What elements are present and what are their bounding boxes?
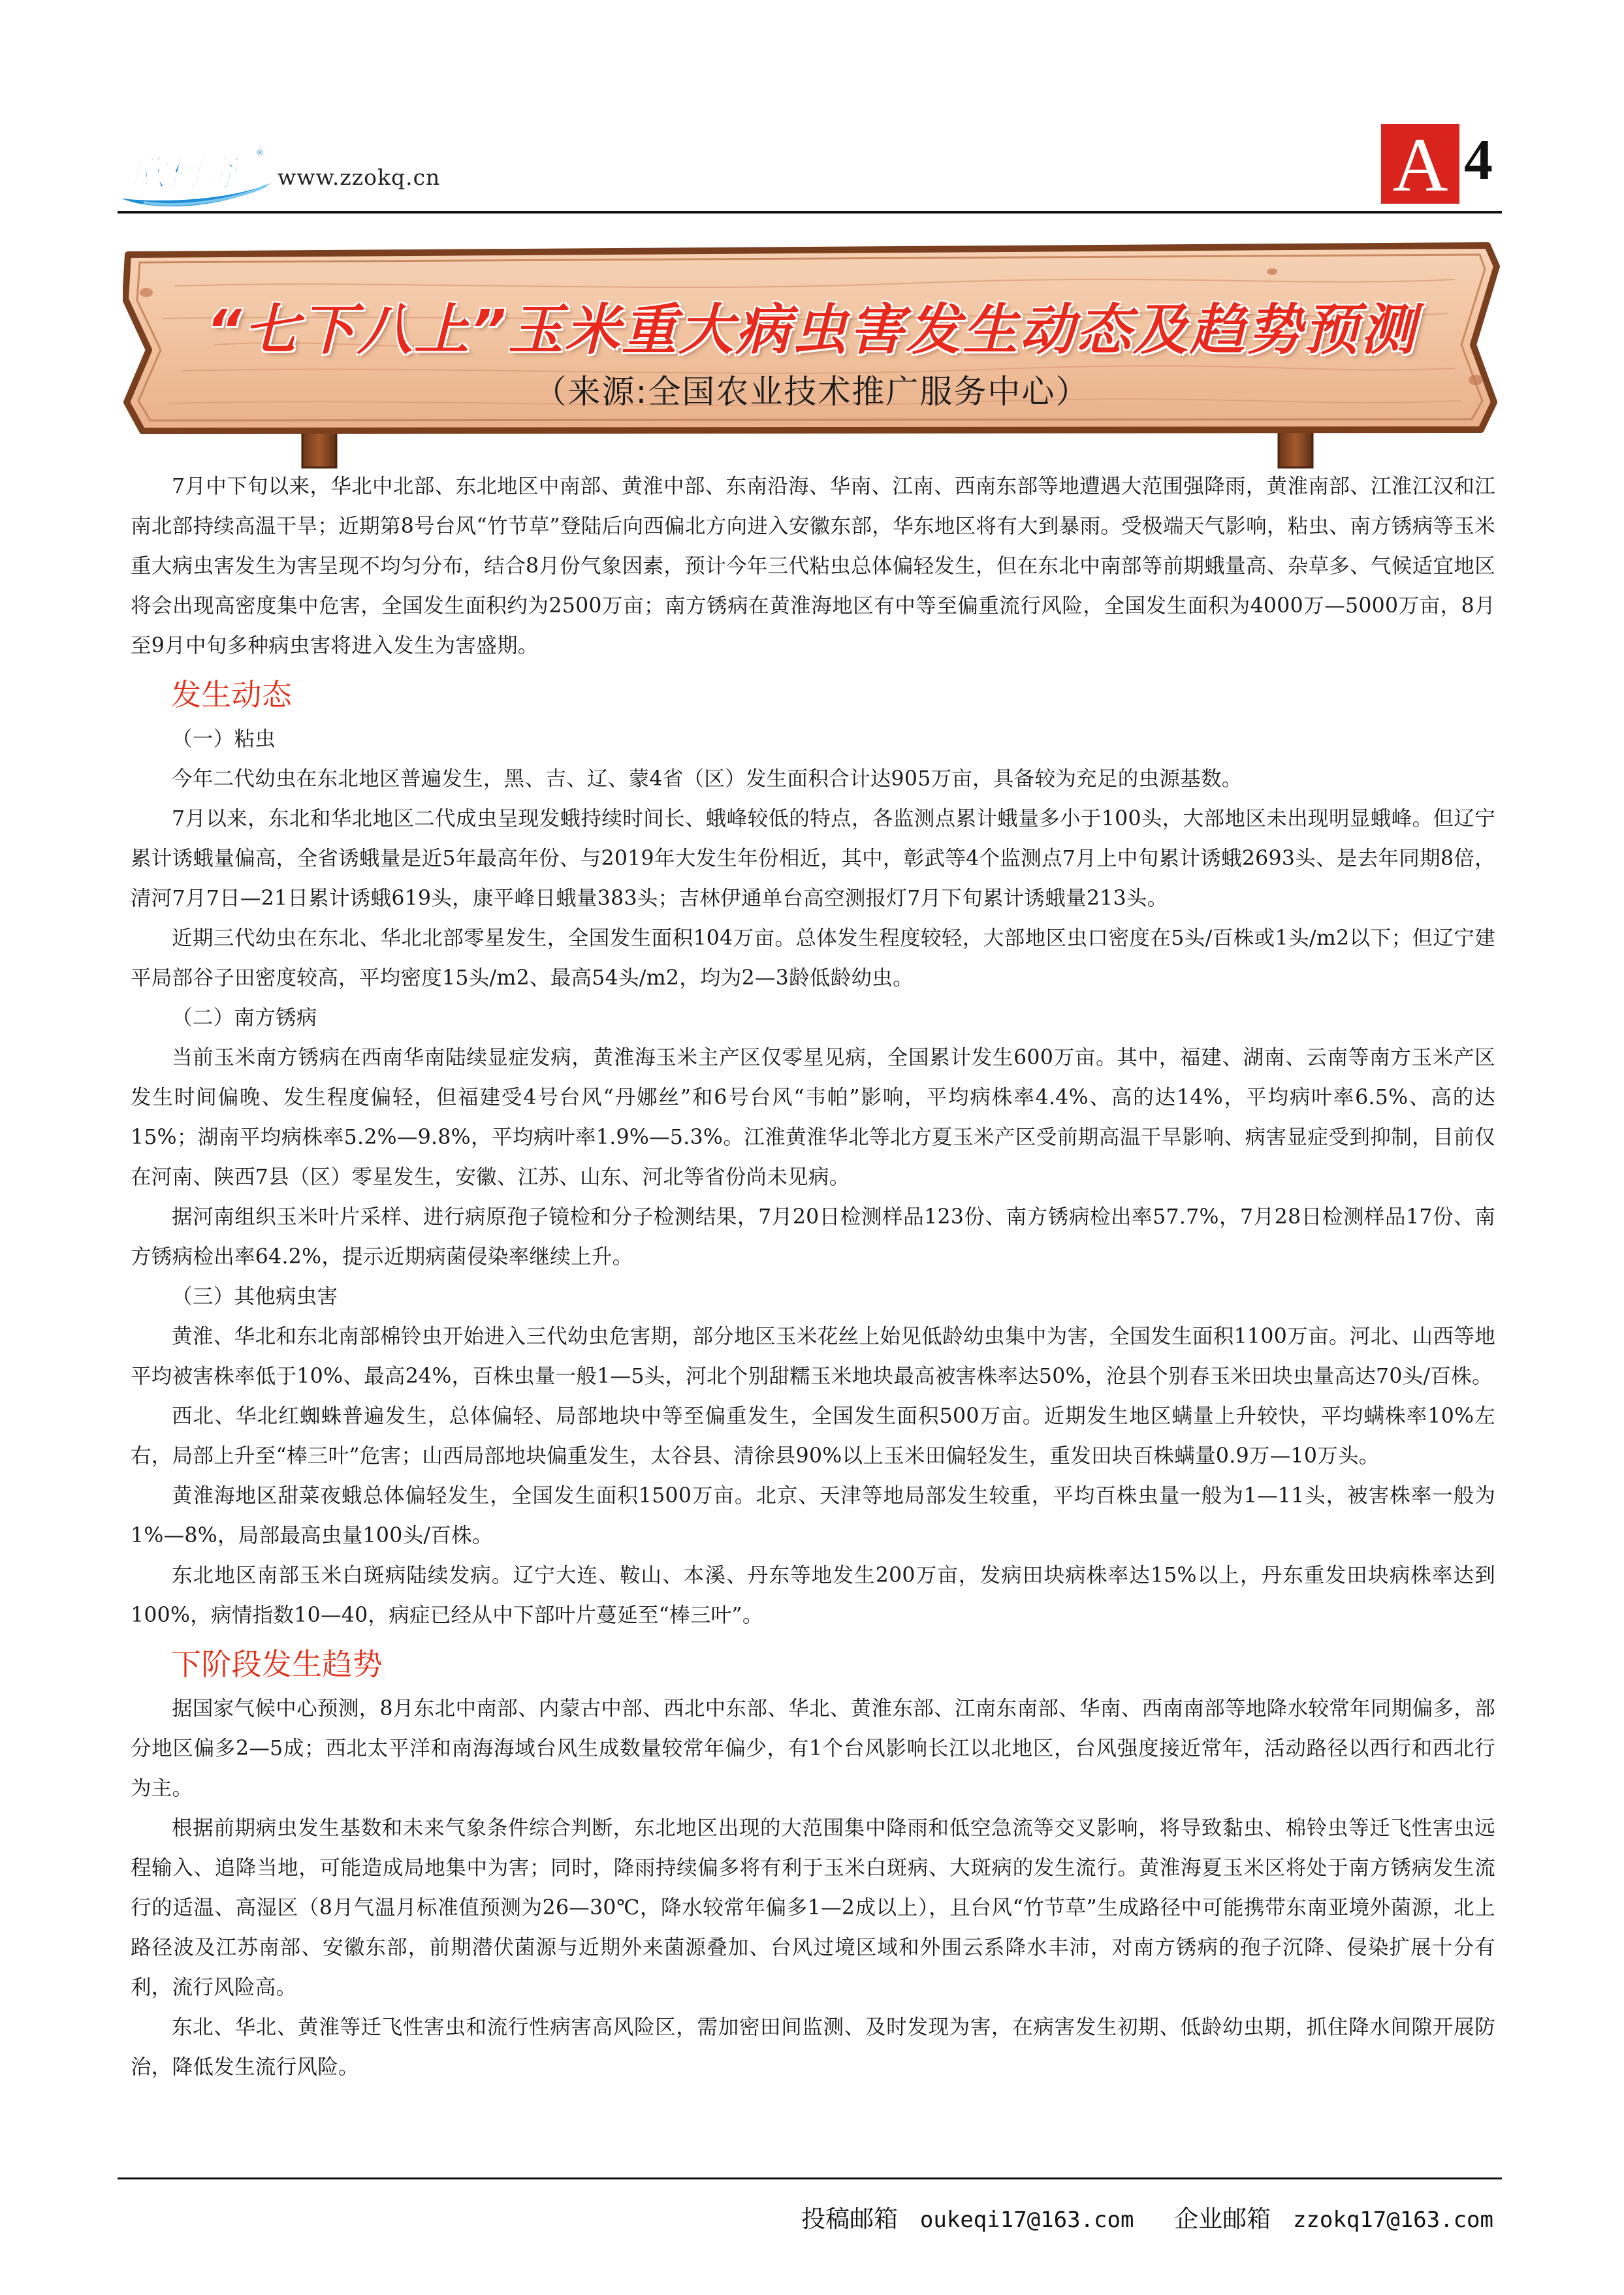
- footer: [787, 2199, 1493, 2234]
- paragraph: 西北、华北红蜘蛛普遍发生，总体偏轻、局部地块中等至偏重发生，全国发生面积500万亩。近期发生地区螨量上升较快，平均螨株率10%左右，局部上升至“棒三叶”危害；山西局部地块偏重发生，太谷县、清徐县90%以上玉米田偏轻发生，重发田块百株螨量0.9万—10万头。: [131, 1404, 1495, 1468]
- article-source: （来源:全国农业技术推广服务中心）: [533, 373, 1090, 411]
- submission-email-label: 投稿邮箱: [801, 2205, 899, 2233]
- site-url[interactable]: www.zzokq.cn: [278, 165, 441, 190]
- brand-logo: [118, 142, 274, 210]
- page-number: 4: [1464, 129, 1493, 192]
- footer-rule: [118, 2177, 1502, 2179]
- paragraph: 当前玉米南方锈病在西南华南陆续显症发病，黄淮海玉米主产区仅零星见病，全国累计发生600万亩。其中，福建、湖南、云南等南方玉米产区发生时间偏晚、发生程度偏轻，但福建受4号台风“丹娜丝”和6号台风“韦帕”影响，平均病株率4.4%、高的达14%，平均病叶率6.5%、高的达15%；湖南平均病株率5.2%—9.8%，平均病叶率1.9%—5.3%。江淮黄淮华北等北方夏玉米产区受前期高温干旱影响、病害显症受到抑制，目前仅在河南、陕西7县（区）零星发生，安徽、江苏、山东、河北等省份尚未见病。: [131, 1046, 1495, 1189]
- paragraph: 今年二代幼虫在东北地区普遍发生，黑、吉、辽、蒙4省（区）发生面积合计达905万亩，具备较为充足的虫源基数。: [172, 767, 1243, 791]
- page-title: “七下八上”玉米重大病虫害发生动态及趋势预测: [206, 298, 1418, 362]
- paragraph: 黄淮海地区甜菜夜蛾总体偏轻发生，全国发生面积1500万亩。北京、天津等地局部发生较重，平均百株虫量一般为1—11头，被害株率一般为1%—8%，局部最高虫量100头/百株。: [131, 1484, 1495, 1547]
- paragraph: 据河南组织玉米叶片采样、进行病原孢子镜检和分子检测结果，7月20日检测样品123份、南方锈病检出率57.7%，7月28日检测样品17份、南方锈病检出率64.2%，提示近期病菌侵染率继续上升。: [131, 1205, 1495, 1269]
- submission-email-link[interactable]: oukeqi17@163.com: [919, 2207, 1134, 2233]
- paragraph: 据国家气候中心预测，8月东北中南部、内蒙古中部、西北中东部、华北、黄淮东部、江南东南部、华南、西南南部等地降水较常年同期偏多，部分地区偏多2—5成；西北太平洋和南海海域台风生成数量较常年偏少，有1个台风影响长江以北地区，台风强度接近常年，活动路径以西行和西北行为主。: [131, 1697, 1495, 1800]
- svg-text:®: ®: [256, 148, 264, 157]
- company-email-label: 企业邮箱: [1174, 2205, 1271, 2233]
- paragraph: 7月以来，东北和华北地区二代成虫呈现发蛾持续时间长、蛾峰较低的特点，各监测点累计蛾量多小于100头，大部地区未出现明显蛾峰。但辽宁累计诱蛾量偏高，全省诱蛾量是近5年最高年份、与2019年大发生年份相近，其中，彰武等4个监测点7月上中旬累计诱蛾2693头、是去年同期8倍，清河7月7日—21日累计诱蛾619头，康平峰日蛾量383头；吉林伊通单台高空测报灯7月下旬累计诱蛾量213头。: [131, 807, 1495, 910]
- subheading-other-pests: （三）其他病虫害: [172, 1285, 338, 1308]
- paragraph: 东北地区南部玉米白斑病陆续发病。辽宁大连、鞍山、本溪、丹东等地发生200万亩，发病田块病株率达15%以上，丹东重发田块病株率达到100%，病情指数10—40，病症已经从中下部叶片蔓延至“棒三叶”。: [131, 1564, 1495, 1627]
- paragraph: 近期三代幼虫在东北、华北北部零星发生，全国发生面积104万亩。总体发生程度较轻，大部地区虫口密度在5头/百株或1头/m2以下；但辽宁建平局部谷子田密度较高，平均密度15头/m2、最高54头/m2，均为2—3龄低龄幼虫。: [131, 926, 1495, 990]
- company-email-link[interactable]: zzokq17@163.com: [1292, 2207, 1493, 2233]
- paragraph: 东北、华北、黄淮等迁飞性害虫和流行性病害高风险区，需加密田间监测、及时发现为害，在病害发生初期、低龄幼虫期，抓住降水间隙开展防治，降低发生流行风险。: [131, 2016, 1495, 2079]
- subheading-armyworm: （一）粘虫: [172, 727, 276, 751]
- header-rule: [118, 211, 1502, 214]
- subheading-southern-rust: （二）南方锈病: [172, 1006, 317, 1030]
- logo-text: 欧柯奇: [131, 153, 236, 194]
- section-heading-dynamics: 发生动态: [171, 677, 293, 712]
- article-body: [131, 467, 1495, 2087]
- section-heading-trend: 下阶段发生趋势: [171, 1647, 383, 1682]
- paragraph: 黄淮、华北和东北南部棉铃虫开始进入三代幼虫危害期，部分地区玉米花丝上始见低龄幼虫集中为害，全国发生面积1100万亩。河北、山西等地平均被害株率低于10%、最高24%，百株虫量一般1—5头，河北个别甜糯玉米地块最高被害株率达50%，沧县个别春玉米田块虫量高达70头/百株。: [131, 1325, 1495, 1388]
- section-badge: A: [1381, 124, 1459, 204]
- intro-paragraph: 7月中下旬以来，华北中北部、东北地区中南部、黄淮中部、东南沿海、华南、江南、西南东部等地遭遇大范围强降雨，黄淮南部、江淮江汉和江南北部持续高温干旱；近期第8号台风“竹节草”登陆后向西偏北方向进入安徽东部，华东地区将有大到暴雨。受极端天气影响，粘虫、南方锈病等玉米重大病虫害发生为害呈现不均匀分布，结合8月份气象因素，预计今年三代粘虫总体偏轻发生，但在东北中南部等前期蛾量高、杂草多、气候适宜地区将会出现高密度集中危害，全国发生面积约为2500万亩；南方锈病在黄淮海地区有中等至偏重流行风险，全国发生面积为4000万—5000万亩，8月至9月中旬多种病虫害将进入发生为害盛期。: [131, 475, 1495, 657]
- paragraph: 根据前期病虫发生基数和未来气象条件综合判断，东北地区出现的大范围集中降雨和低空急流等交叉影响，将导致黏虫、棉铃虫等迁飞性害虫远程输入、追降当地，可能造成局地集中为害；同时，降雨持续偏多将有利于玉米白斑病、大斑病的发生流行。黄淮海夏玉米区将处于南方锈病发生流行的适温、高湿区（8月气温月标准值预测为26—30℃，降水较常年偏多1—2成以上），且台风“竹节草”生成路径中可能携带东南亚境外菌源，北上路径波及江苏南部、安徽东部，前期潜伏菌源与近期外来菌源叠加、台风过境区域和外围云系降水丰沛，对南方锈病的孢子沉降、侵染扩展十分有利，流行风险高。: [131, 1816, 1495, 1999]
